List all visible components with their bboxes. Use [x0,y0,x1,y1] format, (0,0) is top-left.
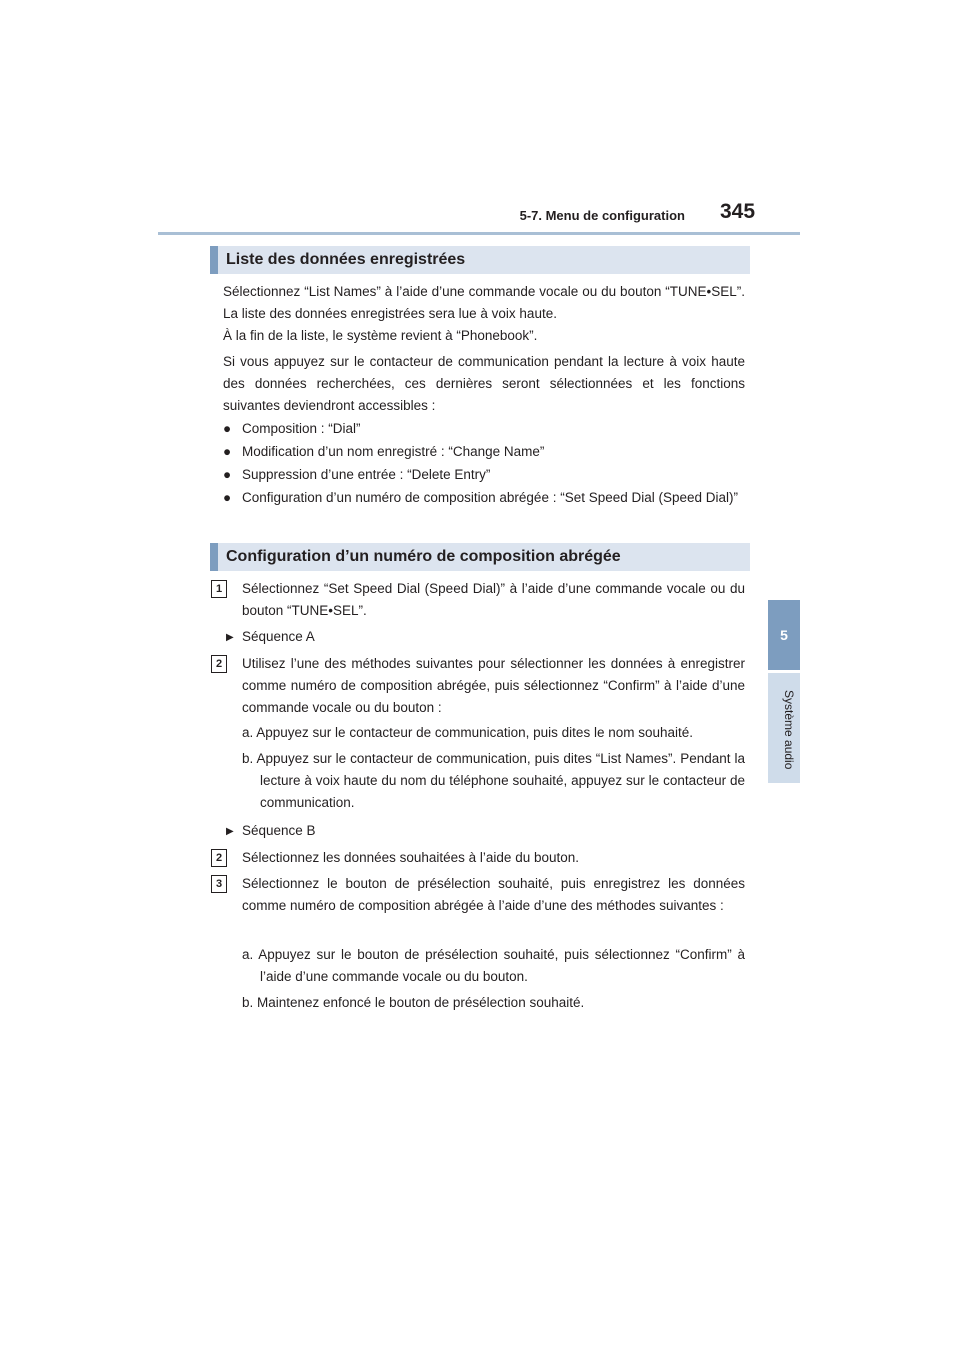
paragraph: À la fin de la liste, le système revient à “Phonebook”. [223,328,538,343]
triangle-right-icon: ▶ [226,632,234,643]
sub-step-text: a. Appuyez sur le bouton de présélection souhaité, puis sélectionnez “Confirm” à l’aide d’une commande vocale ou du bouton. [242,947,745,984]
step-text: Sélectionnez le bouton de présélection souhaité, puis enregistrez les données comme numéro de composition abrégée à l’aide d’une des méthodes suivantes : [242,876,745,913]
list-item-text: Configuration d’un numéro de composition abrégée : “Set Speed Dial (Speed Dial)” [242,490,739,505]
list-item-text: Suppression d’une entrée : “Delete Entry” [242,467,491,482]
sub-step-text: a. Appuyez sur le contacteur de communication, puis dites le nom souhaité. [242,725,694,740]
step-text: Sélectionnez les données souhaitées à l’aide du bouton. [242,850,579,865]
step-number: 1 [211,580,227,598]
paragraph: Sélectionnez “List Names” à l’aide d’une commande vocale ou du bouton “TUNE•SEL”. La liste des données enregistrées sera lue à voix haute. [223,284,745,321]
chapter-title: Système audio [782,690,796,770]
sub-step-text: b. Maintenez enfoncé le bouton de présélection souhaité. [242,995,585,1010]
sub-step-text: b. Appuyez sur le contacteur de communication, puis dites “List Names”. Pendant la lecture à voix haute du nom du téléphone souhaité, appuyez sur le contacteur de communication. [242,751,745,810]
chapter-tab: 5 [768,600,800,670]
bullet-icon: ● [223,490,232,505]
step-number: 2 [211,849,227,867]
triangle-right-icon: ▶ [226,826,234,837]
header-rule [158,232,800,235]
section-heading-speed-dial: Configuration d’un numéro de composition abrégée [210,543,750,571]
bullet-icon: ● [223,444,232,459]
step-number: 2 [211,655,227,673]
section-heading-registered-data: Liste des données enregistrées [210,246,750,274]
page-number: 345 [720,200,756,223]
paragraph: Si vous appuyez sur le contacteur de communication pendant la lecture à voix haute des données recherchées, ces dernières seront sélectionnées et les fonctions suivantes deviendront accessibles : [223,354,745,413]
section-header: 5-7. Menu de configuration [519,208,685,223]
bullet-icon: ● [223,421,232,436]
list-item-text: Composition : “Dial” [242,421,361,436]
list-item-text: Modification d’un nom enregistré : “Change Name” [242,444,545,459]
list-item [223,487,745,533]
step-text: Utilisez l’une des méthodes suivantes pour sélectionner les données à enregistrer comme numéro de composition abrégée, puis sélectionnez “Confirm” à l’aide d’une commande vocale ou du bouton : [242,656,745,715]
step-number: 3 [211,875,227,893]
step-text: Sélectionnez “Set Speed Dial (Speed Dial)” à l’aide d’une commande vocale ou du bouton “TUNE•SEL”. [242,581,745,618]
bullet-icon: ● [223,467,232,482]
